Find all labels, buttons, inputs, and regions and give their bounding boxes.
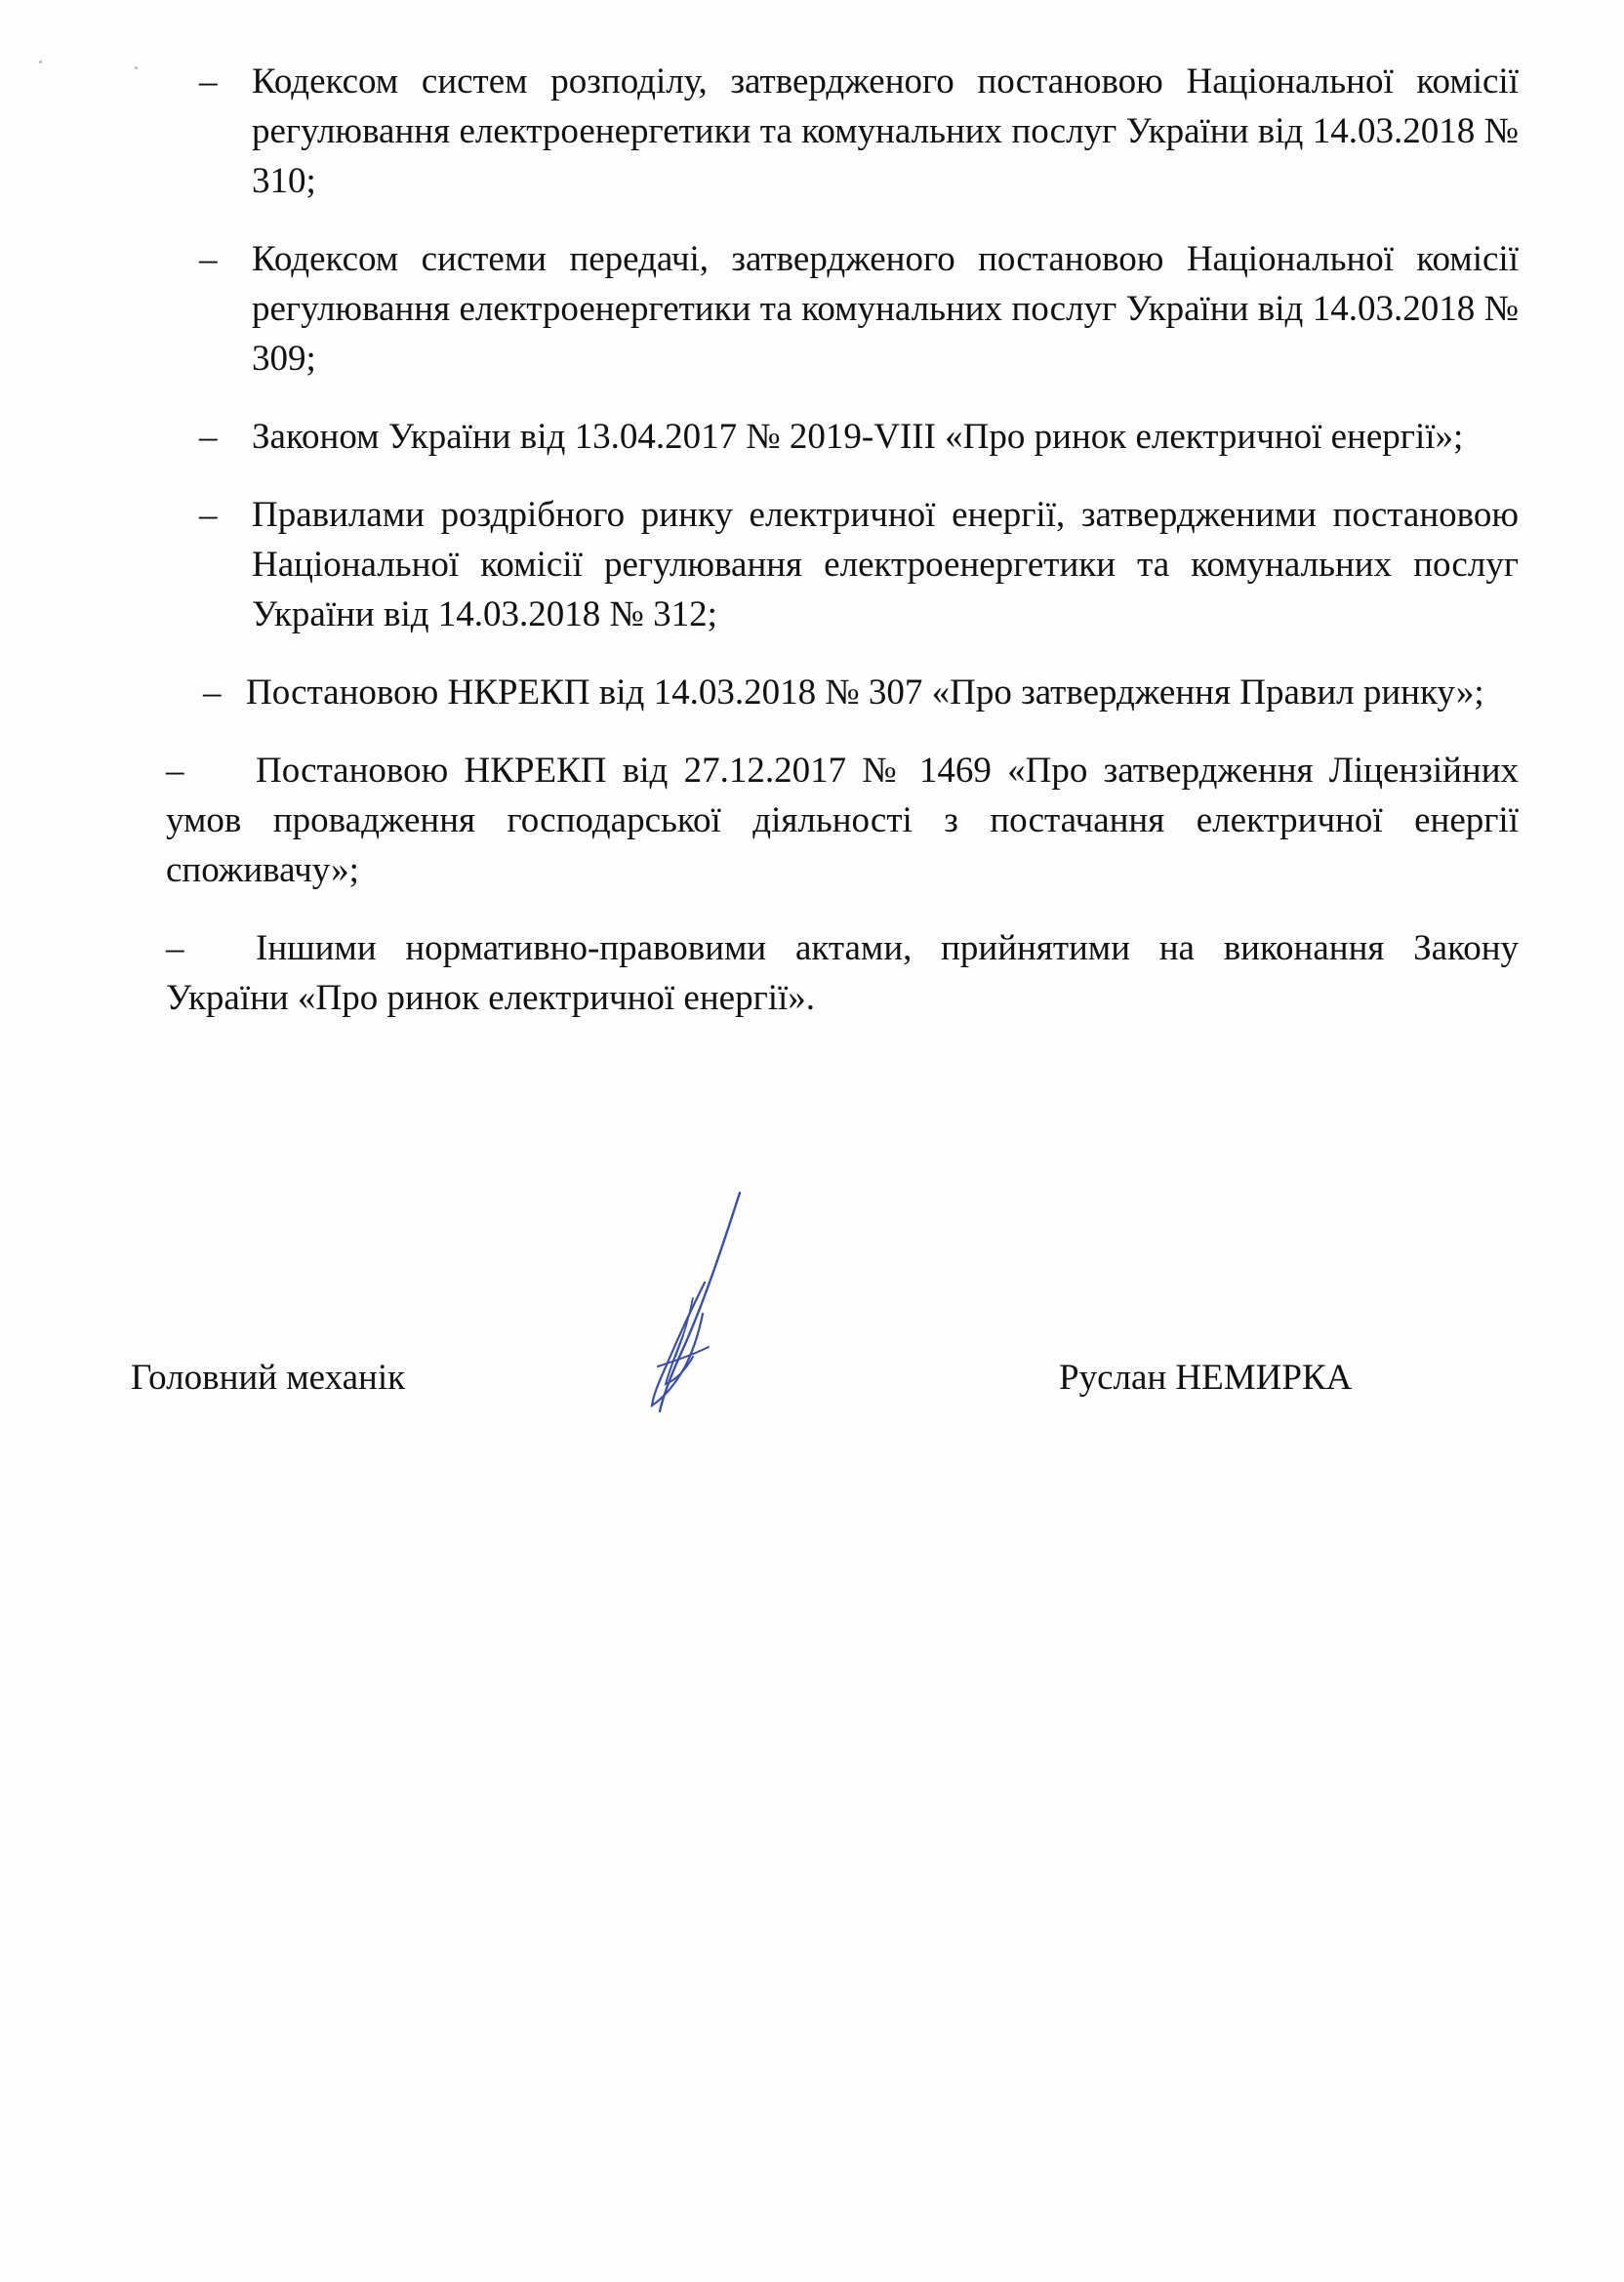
signer-position: Головний механік bbox=[131, 1358, 406, 1398]
list-item-text: Законом України від 13.04.2017 № 2019-VIII «Про ринок електричної енергії»; bbox=[252, 417, 1464, 457]
list-item bbox=[195, 57, 1519, 206]
list-item-text: Іншими нормативно-правовими актами, прийнятими на виконання Закону України «Про ринок електричної енергії». bbox=[166, 928, 1519, 1018]
list-dash: – bbox=[166, 928, 184, 968]
list-dash: – bbox=[199, 495, 218, 535]
list-item bbox=[195, 234, 1519, 384]
list-dash: – bbox=[199, 61, 218, 102]
list-dash: – bbox=[166, 751, 184, 791]
signer-name: Руслан НЕМИРКА bbox=[1059, 1358, 1353, 1398]
list-item bbox=[195, 412, 1519, 462]
list-item bbox=[195, 490, 1519, 639]
signature-block bbox=[0, 1357, 1624, 1435]
list-item bbox=[195, 668, 1519, 717]
list-item bbox=[166, 746, 1519, 895]
list-dash: – bbox=[199, 239, 218, 279]
scan-speck bbox=[135, 66, 138, 69]
scan-speck bbox=[39, 61, 42, 63]
list-item-text: Кодексом систем розподілу, затвердженого постановою Національної комісії регулювання електроенергетики та комунальних послуг України від 14.03.2018 № 310; bbox=[252, 61, 1519, 201]
list-item bbox=[166, 923, 1519, 1023]
list-dash: – bbox=[199, 417, 218, 457]
list-item-text: Постановою НКРЕКП від 27.12.2017 № 1469 «Про затвердження Ліцензійних умов провадження господарської діяльності з постачання електричної енергії споживачу»; bbox=[166, 751, 1519, 890]
normative-acts-list bbox=[166, 57, 1519, 1051]
list-item-text: Постановою НКРЕКП від 14.03.2018 № 307 «Про затвердження Правил ринку»; bbox=[246, 672, 1484, 713]
list-dash: – bbox=[203, 672, 222, 713]
list-item-text: Кодексом системи передачі, затвердженого постановою Національної комісії регулювання електроенергетики та комунальних послуг України від 14.03.2018 № 309; bbox=[252, 239, 1519, 379]
list-item-text: Правилами роздрібного ринку електричної енергії, затвердженими постановою Національної комісії регулювання електроенергетики та комунальних послуг України від 14.03.2018 № 312; bbox=[252, 495, 1519, 634]
